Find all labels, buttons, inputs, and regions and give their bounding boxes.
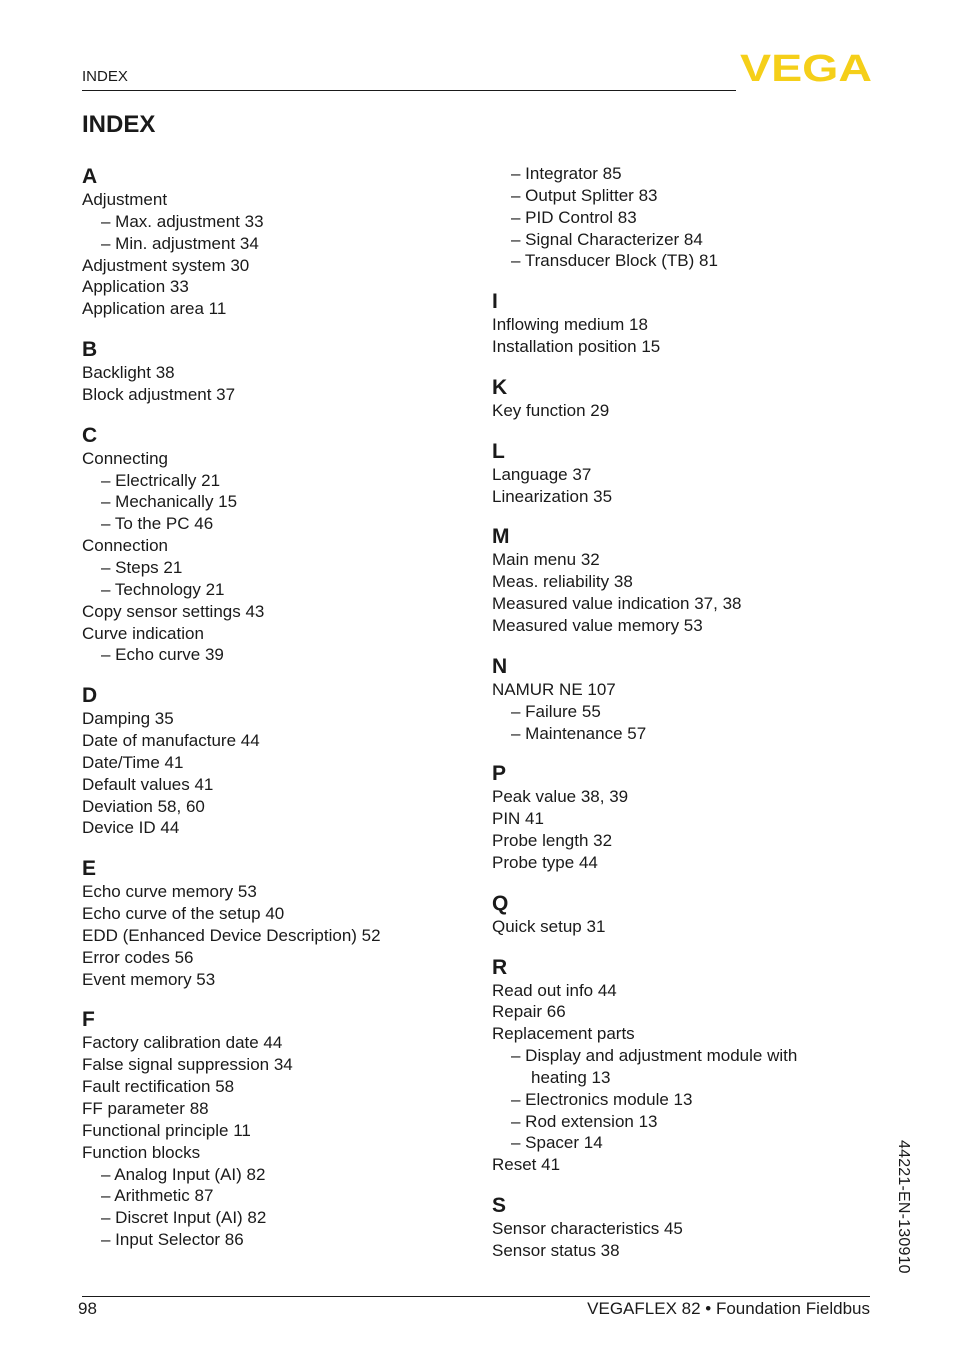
index-subentry: – Transducer Block (TB) 81: [511, 251, 718, 271]
index-letter-heading: F: [82, 1008, 95, 1032]
index-entry: Inflowing medium 18: [492, 315, 648, 335]
index-subentry: – Display and adjustment module with: [511, 1046, 798, 1066]
index-entry: Main menu 32: [492, 550, 600, 570]
index-entry: Language 37: [492, 464, 592, 484]
index-subentry: – Signal Characterizer 84: [511, 229, 703, 249]
footer-product-name: VEGAFLEX 82 • Foundation Fieldbus: [587, 1299, 870, 1318]
index-subentry: – Input Selector 86: [101, 1230, 244, 1250]
header-section-label: INDEX: [82, 68, 128, 85]
index-entry: Connection: [82, 536, 169, 556]
index-subentry: – Maintenance 57: [511, 723, 647, 743]
index-entry: FF parameter 88: [82, 1099, 209, 1118]
index-section-k: [492, 376, 892, 422]
index-section-continued: [492, 163, 892, 272]
index-subentry: – Analog Input (AI) 82: [101, 1164, 266, 1184]
index-subentry: – Electronics module 13: [511, 1089, 693, 1109]
index-subentry: – Failure 55: [511, 701, 601, 721]
index-entry: Read out info 44: [492, 980, 617, 1000]
index-section-n: [492, 655, 892, 745]
index-entry: Meas. reliability 38: [492, 572, 633, 592]
index-entry: Measured value memory 53: [492, 615, 703, 635]
index-entry: Copy sensor settings 43: [82, 601, 265, 621]
index-letter-heading: I: [492, 290, 498, 314]
index-entry: Peak value 38, 39: [492, 787, 629, 807]
index-entry: Key function 29: [492, 400, 610, 420]
index-section-d: [82, 684, 482, 839]
index-entry: Echo curve memory 53: [82, 882, 257, 902]
index-letter-heading: S: [492, 1194, 507, 1218]
index-section-f: [82, 1008, 482, 1250]
index-letter-heading: E: [82, 857, 97, 881]
index-entry: Connecting: [82, 448, 169, 468]
document-code: 44221-EN-130910: [895, 1140, 912, 1274]
index-letter-heading: Q: [492, 891, 509, 915]
index-entry: Functional principle 11: [82, 1120, 251, 1140]
header-divider: [82, 90, 736, 91]
index-entry: Repair 66: [492, 1002, 566, 1022]
vega-logo-text: VEGA: [740, 50, 872, 84]
index-letter-heading: C: [82, 423, 98, 447]
index-letter-heading: L: [492, 439, 505, 463]
index-column-left: [82, 165, 482, 1251]
index-entry: Factory calibration date 44: [82, 1033, 283, 1053]
index-entry: Sensor status 38: [492, 1241, 620, 1260]
index-letter-heading: B: [82, 338, 98, 362]
index-subentry: – Discret Input (AI) 82: [101, 1208, 267, 1228]
index-letter-heading: M: [492, 525, 510, 549]
index-section-s: [492, 1194, 892, 1262]
index-section-m: [492, 525, 892, 636]
index-subentry: – Output Splitter 83: [511, 185, 658, 205]
index-column-right: [492, 163, 892, 1262]
index-entry: Function blocks: [82, 1142, 201, 1162]
index-entry: Block adjustment 37: [82, 384, 236, 404]
index-entry: Error codes 56: [82, 947, 194, 967]
index-entry: Fault rectification 58: [82, 1077, 235, 1097]
index-letter-heading: R: [492, 955, 508, 979]
index-subentry: – Min. adjustment 34: [101, 233, 259, 253]
index-entry: Adjustment: [82, 190, 168, 209]
index-subentry: – Technology 21: [101, 579, 225, 599]
vega-logo: [740, 50, 874, 84]
index-subentry: – To the PC 46: [101, 514, 214, 534]
index-entry: Reset 41: [492, 1155, 561, 1175]
index-entry: Device ID 44: [82, 818, 180, 838]
index-subentry: – Electrically 21: [101, 470, 221, 490]
index-entry: Measured value indication 37, 38: [492, 594, 742, 614]
index-letter-heading: K: [492, 375, 508, 399]
index-entry: Backlight 38: [82, 363, 175, 383]
index-letter-heading: P: [492, 762, 507, 786]
index-subentry: – Mechanically 15: [101, 492, 238, 512]
index-subentry: heating 13: [531, 1067, 611, 1087]
index-entry: NAMUR NE 107: [492, 679, 616, 699]
index-section-e: [82, 857, 482, 990]
index-entry: Date/Time 41: [82, 752, 184, 772]
index-entry: Probe type 44: [492, 852, 598, 872]
index-entry: Linearization 35: [492, 486, 613, 506]
index-subentry: – Arithmetic 87: [101, 1186, 214, 1206]
index-subentry: – Rod extension 13: [511, 1111, 658, 1131]
index-entry: Replacement parts: [492, 1024, 635, 1044]
index-subentry: – Integrator 85: [511, 164, 622, 183]
footer-divider: [82, 1296, 870, 1297]
index-section-q: [492, 892, 892, 938]
index-section-b: [82, 338, 482, 406]
page-title: INDEX: [82, 111, 156, 138]
index-section-r: [492, 956, 892, 1177]
index-entry: Probe length 32: [492, 831, 613, 851]
index-letter-heading: A: [82, 165, 98, 188]
index-section-i: [492, 290, 892, 358]
index-subentry: – Spacer 14: [511, 1133, 603, 1153]
index-entry: Application 33: [82, 277, 189, 297]
index-section-p: [492, 762, 892, 873]
index-section-a: [82, 165, 482, 320]
index-entry: Echo curve of the setup 40: [82, 904, 285, 924]
index-section-l: [492, 440, 892, 508]
index-entry: Default values 41: [82, 774, 214, 794]
index-entry: Damping 35: [82, 709, 174, 729]
index-subentry: – Echo curve 39: [101, 645, 224, 665]
index-entry: Curve indication: [82, 623, 204, 643]
index-entry: PIN 41: [492, 809, 544, 829]
index-entry: Date of manufacture 44: [82, 731, 260, 751]
index-subentry: – Steps 21: [101, 557, 183, 577]
index-entry: Installation position 15: [492, 337, 661, 357]
page-number: 98: [78, 1299, 97, 1318]
index-entry: Sensor characteristics 45: [492, 1219, 683, 1239]
index-entry: Adjustment system 30: [82, 255, 250, 275]
index-section-c: [82, 424, 482, 666]
index-entry: Deviation 58, 60: [82, 796, 205, 816]
index-subentry: – PID Control 83: [511, 207, 637, 227]
index-entry: Application area 11: [82, 299, 227, 319]
index-entry: Quick setup 31: [492, 916, 606, 936]
index-letter-heading: N: [492, 654, 508, 678]
index-letter-heading: D: [82, 684, 98, 708]
index-entry: False signal suppression 34: [82, 1055, 293, 1075]
index-entry: EDD (Enhanced Device Description) 52: [82, 925, 381, 945]
index-subentry: – Max. adjustment 33: [101, 211, 264, 231]
index-entry: Event memory 53: [82, 969, 216, 989]
